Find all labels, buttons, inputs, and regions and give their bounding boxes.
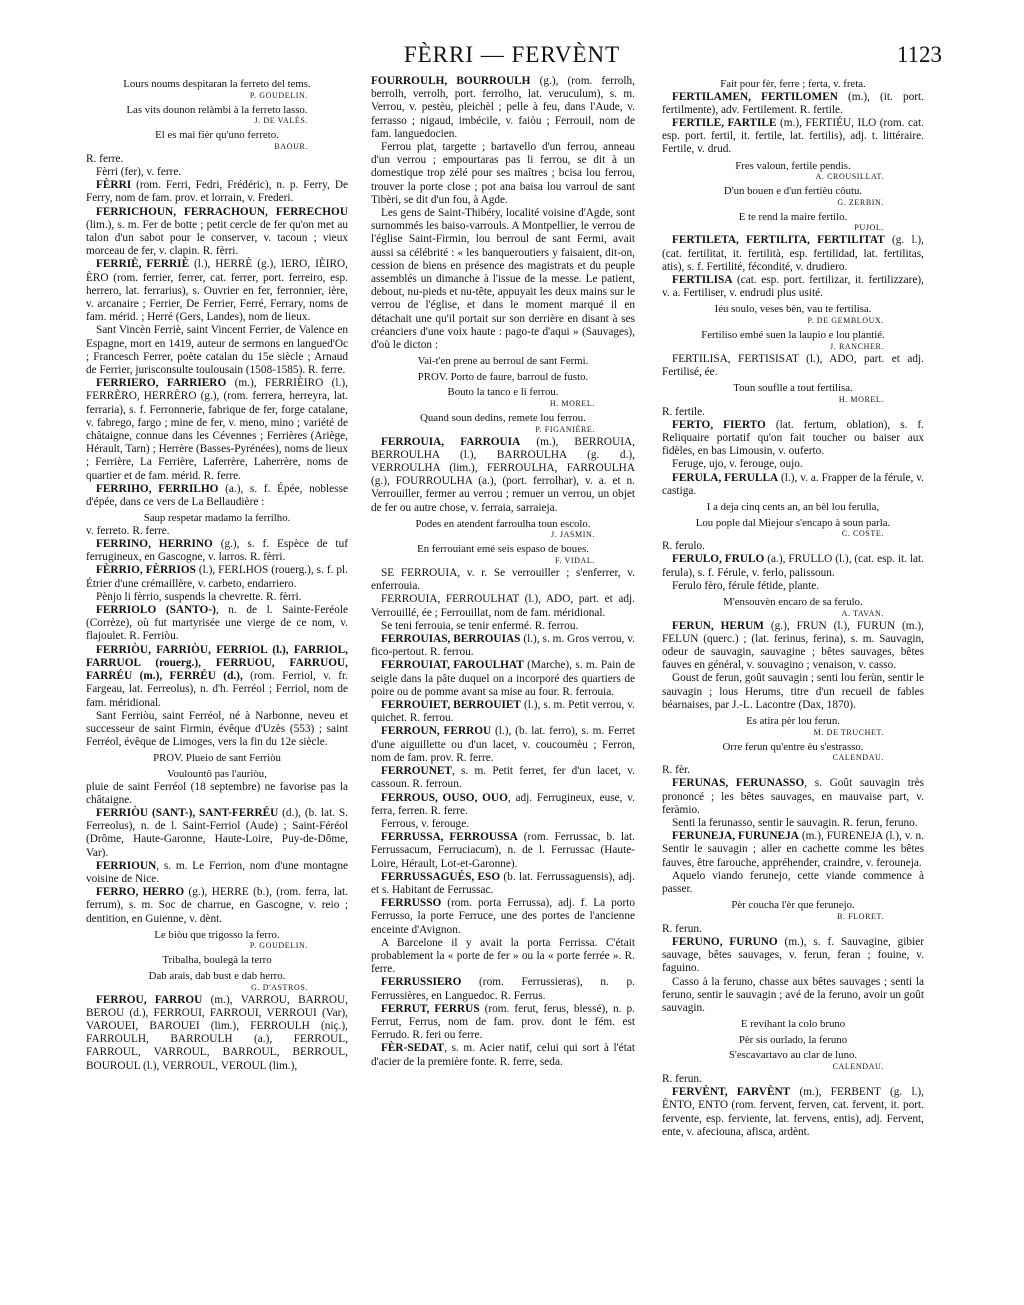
quotation-line: Es atira pèr lou ferun. xyxy=(746,715,840,728)
entry-text: (rom. Ferriol, v. fr. Fargeau, lat. Ferreolus), n. d'h. Ferréol ; Ferriol, nom de fam. méridional. xyxy=(86,670,348,709)
column-right xyxy=(662,75,924,1275)
dictionary-entry: A Barcelone il y avait la porta Ferrissa. C'était probablement la « porte de fer » ou la « porte ferrée ». R. ferre. xyxy=(371,936,635,976)
dictionary-entry: R. ferun. xyxy=(662,922,702,935)
entry-headword: FERUNO, FURUNO xyxy=(672,936,778,949)
dictionary-entry xyxy=(371,699,635,725)
entry-headword: FOURROULH, BOURROULH xyxy=(371,75,531,87)
dictionary-entry xyxy=(371,831,635,871)
dictionary-entry: Fèrri (fer), v. ferre. xyxy=(96,165,182,178)
dictionary-entry xyxy=(371,436,635,515)
dictionary-entry: Feruge, ujo, v. ferouge, oujo. xyxy=(672,458,803,471)
dictionary-entry xyxy=(86,807,348,860)
entry-text: (l.), s. m. Gros verrou, v. fico-pertout. R. ferrou. xyxy=(371,633,635,659)
entry-headword: FERRUSSA, FERROUSSA xyxy=(381,831,518,844)
entry-headword: FERUN, HERUM xyxy=(672,619,764,632)
entry-text: (m.), FERTIÉU, ILO (rom. cat. esp. port. fertil, it. fertile, lat. fertilis), adj. t. littéraire. Fertile, v. drud. xyxy=(662,117,924,156)
entry-text: (Marche), s. m. Pain de seigle dans la pâte duquel on a incorporé des quartiers de poire ou de pomme avant sa mise au four. R. ferrouia. xyxy=(371,659,635,698)
quotation-line: Quand soun dedins, remete lou ferrou. xyxy=(420,412,586,425)
dictionary-entry xyxy=(371,633,635,659)
dictionary-entry xyxy=(86,258,348,324)
entry-text: , s. m. Le Ferrion, nom d'une montagne voisine de Nice. xyxy=(86,859,348,885)
quotation-line: M'ensouvèn encaro de sa ferulo. xyxy=(723,596,863,609)
entry-headword: FÈR-SEDAT xyxy=(381,1042,445,1055)
entry-headword: FERRUSSAGUÉS, ESO xyxy=(381,870,501,883)
quotation-line: Toun souflle a tout fertilisa. xyxy=(733,382,853,394)
entry-headword: FERRIOUN xyxy=(96,859,157,872)
entry-headword: FERULA, FERULLA xyxy=(672,471,779,484)
dictionary-entry: SE FERROUIA, v. r. Se verrouiller ; s'enferrer, v. enferrouia. xyxy=(371,567,635,593)
entry-headword: FERTILISA xyxy=(672,274,733,286)
quotation-author: J. JASMIN. xyxy=(550,530,595,540)
dictionary-entry: R. ferulo. xyxy=(662,540,705,553)
quotation-line: Voulountô pas l'auriòu, xyxy=(167,767,267,780)
entry-text: (lat. fertum, oblation), s. f. Reliquaire portatif qu'on fait toucher ou baiser aux fidèles, en bas Limousin, v. ouferto. xyxy=(662,418,924,458)
entry-text: , n. de l. Sainte-Feréole (Corrèze), où fut martyrisée une vierge de ce nom, v. flajoulet. R. Ferriòu. xyxy=(86,604,348,643)
dictionary-entry: Les gens de Saint-Thibéry, localité voisine d'Agde, sont surnommés les baiso-varrouls. A Montpellier, le verrou de l'église Saint-Firmin, lou berroul de sant Fermi, avait aussi sa célébrité : « les banqueroutiers y faisaient, dit-on, cession de biens en présence des magistrats et du peuple assemblés un dimanche à l'issue de la messe. Le patient, debout, nu-pieds et nu-tête, appuyait les deux mains sur le verrou de l'église, et dans le moment marqué il en détachait une qu'il portait sur son derrière en disant à ses créanciers d'une voix haute : pago-te d'aqui » (Sauvages), d'où le dicton : xyxy=(371,207,635,352)
quotation-author: B. FLORET. xyxy=(837,911,884,921)
dictionary-entry xyxy=(371,725,635,765)
entry-headword: FERRIÒU (SANT-), SANT-FERRÉU xyxy=(96,806,279,819)
dictionary-entry: Sant Vincèn Ferriè, saint Vincent Ferrier, de Valence en Espagne, mort en 1419, auteur de sermons en langued'Oc ; Francesch Ferrer, poète catalan du 15e siècle ; Arnaud de Ferrier, jurisconsulte toulousain (1508-1585). R. ferre. xyxy=(86,324,348,377)
quotation-author: H. MOREL. xyxy=(838,394,884,404)
entry-text: (a.), s. f. Épée, noblesse d'épée, dans ce vers de La Bellaudière : xyxy=(86,482,348,509)
page-number: 1123 xyxy=(896,42,942,67)
dictionary-entry xyxy=(662,1086,924,1139)
entry-text: (rom. Ferrussac, b. lat. Ferrussacum, Ferruciacum), n. de l. Ferrussac (Haute-Loire, Hérault, Lot-et-Garonne). xyxy=(371,831,635,870)
dictionary-entry: FERTILISA, FERTISISAT (l.), ADO, part. et adj. Fertilisé, ée. xyxy=(662,352,924,378)
entry-text: (m.), FERBENT (g. l.), ÈNTO, ENTO (rom. fervent, ferven, cat. fervent, it. port. fervente, esp. ferviente, lat. fervens, entis), adj. Fervent, ente, v. afeciouna, afisca, ardènt. xyxy=(662,1086,924,1138)
entry-headword: FERROUN, FERROU xyxy=(381,725,492,738)
entry-headword: FÈRRIO, FÈRRIOS xyxy=(96,564,196,577)
entry-text: (m.), FERRIÈIRO (l.), FERRÈRO, HERRÈRO (g.), (rom. ferrera, herreyra, lat. ferraria), s. f. Ferronnerie, fabrique de fer, forge catalane, v. fabrego, fargo ; mine de fer, v. meno, mino ; variété de châtaigne, connue dans les Cévennes ; Ferrières (Ariège, Hérault, Tarn) ; Herrère (Basses-Pyrénées), noms de lieux ; Ferrière, La Ferrière, Laferrère, Laherrère, noms de quartier et de fam. mérid. R. ferre. xyxy=(86,377,348,482)
entry-headword: FERRUSSO xyxy=(381,897,442,910)
quotation-line: El es mai fièr qu'uno ferreto. xyxy=(155,129,279,142)
entry-headword: FERROU, FARROU xyxy=(96,993,203,1006)
entry-text: (rom. ferut, ferus, blessé), n. p. Ferrut, Ferrus, nom de fam. prov. dont le fém. est Ferrudo. R. feri ou ferre. xyxy=(371,1002,635,1042)
entry-headword: FERTILE, FARTILE xyxy=(672,117,777,129)
quotation-line: Le biòu que trigosso la ferro. xyxy=(154,928,280,941)
entry-headword: FERRIÒU, FARRIÒU, FERRIOL (l.), FARRIOL, FARRUOL (rouerg.), FERRUOU, FARRUOU, FARRÉU (m.), FERRÉU (d.), xyxy=(86,643,348,683)
entry-text: (l.), HERRÈ (g.), IERO, IÈIRO, ÈRO (rom. ferrier, ferrer, cat. ferrer, port. ferreiro, esp. herrero, lat. ferrarius), s. Ouvrier en fer, ferronnier, ière, v. arcanaire ; Ferrier, De Ferrier, Ferré, Ferrary, noms de fam. mérid. ; Herré (Gers, Landes), nom de lieux. xyxy=(86,258,348,324)
entry-headword: FERRUT, FERRUS xyxy=(381,1002,480,1015)
dictionary-entry: Pènjo li fèrrio, suspends la chevrette. R. fèrri. xyxy=(96,590,302,603)
dictionary-entry xyxy=(662,620,924,673)
quotation-line: Iéu soulo, veses bèn, vau te fertilisa. xyxy=(714,303,872,316)
entry-headword: FERTILETA, FERTILITA, FERTILITAT xyxy=(672,234,885,247)
quotation-author: G. ZERBIN. xyxy=(837,197,884,207)
entry-text: (d.), (b. lat. S. Ferreolus), n. de l. Saint-Ferriol (Aude) ; Saint-Féréol (Drôme, Haute-Garonne, Haute-Loire, Puy-de-Dôme, Var). xyxy=(86,806,348,859)
entry-headword: FERRUSSIERO xyxy=(381,976,462,989)
dictionary-entry: Aquelo viando ferunejo, cette viande commence à passer. xyxy=(662,869,924,896)
quotation-line: Dab arais, dab bust e dab herro. xyxy=(148,969,286,982)
dictionary-entry: Se teni ferrouia, se tenir enfermé. R. ferrou. xyxy=(381,619,579,632)
quotation-line: Lou pople dal Miejour s'encapo à soun parla. xyxy=(695,516,891,529)
dictionary-entry: FERROUIA, FERROULHAT (l.), ADO, part. et adj. Verrouillé, ée ; Ferrouillat, nom de fam. méridional. xyxy=(371,593,635,619)
quotation-author: G. D'ASTROS. xyxy=(251,982,308,992)
quotation-line: Las vits dounon relàmbi à la ferreto lasso. xyxy=(126,103,308,116)
entry-headword: FERRO, HERRO xyxy=(96,886,185,899)
entry-text: (rom. Ferri, Fedri, Frédéric), n. p. Ferry, De Ferry, nom de fam. prov. et lorrain, v. Frederi. xyxy=(86,179,348,205)
entry-headword: FERTO, FIERTO xyxy=(672,418,766,431)
dictionary-entry xyxy=(86,860,348,886)
entry-text: , s. Goût sauvagin très prononcé ; les bêtes sauvages, en mauvaise part, v. feràmio. xyxy=(662,777,924,816)
quotation-author: J. RANCHER. xyxy=(830,341,884,351)
quotation-author: P. GOUDELIN. xyxy=(249,941,308,951)
dictionary-entry xyxy=(86,994,348,1073)
dictionary-entry xyxy=(662,472,924,498)
entry-text: (rom. porta Ferrussa), adj. f. La porto Ferrusso, la porte Ferruce, une des portes de l'ancienne enceinte d'Avignon. xyxy=(371,897,635,936)
entry-headword: FERUNEJA, FURUNEJA xyxy=(672,830,799,843)
dictionary-entry xyxy=(86,564,348,590)
dictionary-entry xyxy=(371,792,635,818)
quotation-line: Fres valoun, fertile pendis. xyxy=(735,159,851,172)
page-header xyxy=(0,42,1024,68)
quotation-line: En ferrouiant emé seis espaso de boues. xyxy=(417,543,589,556)
dictionary-entry: R. ferun. xyxy=(662,1073,702,1086)
entry-text: (a.), FRULLO (l.), (cat. esp. it. lat. ferula), s. f. Férule, v. ferlo, palissoun. xyxy=(662,553,924,579)
dictionary-entry: pluie de saint Ferréol (18 septembre) ne favorise pas la châtaigne. xyxy=(86,780,348,806)
entry-headword: FERRIOLO (SANTO-) xyxy=(96,604,216,617)
dictionary-entry: Ferrous, v. ferouge. xyxy=(381,817,470,830)
dictionary-entry: Casso à la feruno, chasse aux bêtes sauvages ; senti la feruno, sentir le sauvagin ; avé de la feruno, avoir un goût sauvagin. xyxy=(662,975,924,1015)
quotation-line: S'escavartavo au clar de luno. xyxy=(728,1049,858,1062)
entry-headword: FERRICHOUN, FERRACHOUN, FERRECHOU xyxy=(96,205,348,218)
dictionary-entry xyxy=(86,886,348,926)
quotation-line: Saup respetar madamo la ferrilho. xyxy=(143,512,291,525)
quotation-line: I a deja cinq cents an, an bèl lou ferulla, xyxy=(706,501,880,514)
dictionary-entry: Senti la ferunasso, sentir le sauvagin. R. ferun, feruno. xyxy=(672,817,918,830)
quotation-author: F. VIDAL. xyxy=(555,556,595,566)
dictionary-entry xyxy=(371,976,635,1002)
dictionary-entry xyxy=(86,604,348,644)
column-left xyxy=(86,75,348,1275)
dictionary-entry xyxy=(662,936,924,976)
entry-text: , s. m. Acier natif, celui qui sort à l'état d'acier de la première fonte. R. ferre, seda. xyxy=(371,1042,635,1068)
quotation-author: P. GOUDELIN. xyxy=(249,90,308,100)
entry-text: (l.), v. a. Frapper de la férule, v. castiga. xyxy=(662,471,924,497)
running-title: FÈRRI — FERVÈNT xyxy=(403,42,621,67)
entry-headword: FERUNAS, FERUNASSO xyxy=(672,777,805,790)
dictionary-entry xyxy=(662,274,924,300)
dictionary-entry xyxy=(662,830,924,870)
column-middle xyxy=(371,75,635,1275)
dictionary-entry xyxy=(371,659,635,699)
entry-headword: FERRIERO, FARRIERO xyxy=(96,377,227,390)
quotation-author: CALENDAU. xyxy=(832,753,884,763)
entry-text: (b. lat. Ferrussaguensis), adj. et s. Habitant de Ferrussac. xyxy=(371,870,635,896)
entry-headword: FERVÈNT, FARVÈNT xyxy=(672,1086,791,1099)
entry-headword: FERRIHO, FERRILHO xyxy=(96,482,219,495)
entry-text: (m.), s. f. Sauvagine, gibier sauvage, bêtes sauvages, v. ferun, feran ; fouine, v. faguino. xyxy=(662,936,924,975)
entry-headword: FERROUNET xyxy=(381,765,452,778)
entry-text: (rom. Ferrussieras), n. p. Ferrussières, en Languedoc. R. Ferrus. xyxy=(371,976,635,1002)
quotation-author: J. DE VALÈS. xyxy=(254,116,308,126)
entry-text: (g.), s. f. Espèce de tuf ferrugineux, en Gascogne, v. larros. R. fèrri. xyxy=(86,538,348,564)
quotation-line: Fertiliso embé suen la laupio e lou plantié. xyxy=(701,329,885,341)
entry-text: (g.), HERRE (b.), (rom. ferra, lat. ferrum), s. m. Soc de charrue, en Gascogne, v. reio ; dentition, en Guienne, v. dènt. xyxy=(86,886,348,925)
entry-headword: FERRINO, HERRINO xyxy=(96,538,213,551)
entry-text: , s. m. Petit ferret, fer d'un lacet, v. cassoun. R. ferroun. xyxy=(371,765,635,791)
quotation-line: Lours noums despitaran la ferreto del tems. xyxy=(123,78,311,90)
entry-text: (lim.), s. m. Fer de botte ; petit cercle de fer qu'on met au talon d'un sabot pour le conserver, v. tacoun ; vieux morceau de fer, v. clapin. R. fèrri. xyxy=(86,218,348,258)
quotation-line: E te rend la maire fertilo. xyxy=(738,210,848,223)
quotation-line: D'un bouen e d'un fertièu côutu. xyxy=(723,185,863,198)
quotation-line: Pèr coucha l'èr que ferunejo. xyxy=(731,899,855,912)
entry-text: (cat. esp. port. fertilizar, it. fertilizzare), v. a. Fertiliser, v. endrudi plus usité. xyxy=(662,274,924,300)
quotation-author: P. DE GEMBLOUX. xyxy=(807,316,884,325)
entry-text: (g. l.), (cat. fertilitat, it. fertilità, esp. fertilidad, lat. fertilitas, atis), s. f. Fertilité, fécondité, v. drudiero. xyxy=(662,234,924,273)
dictionary-entry xyxy=(86,179,348,205)
dictionary-entry xyxy=(86,483,348,509)
quotation-author: BAOUR. xyxy=(274,141,308,151)
dictionary-entry xyxy=(86,644,348,710)
dictionary-entry xyxy=(662,117,924,157)
entry-headword: FERROUIAS, BERROUIAS xyxy=(381,633,521,646)
dictionary-entry: Goust de ferun, goût sauvagin ; senti lou ferùn, sentir le sauvagin ; lous Herums, titre d'un recueil de fables béarnaises, par J.-L. Lacontre (Dax, 1870). xyxy=(662,672,924,711)
entry-headword: FÈRRI xyxy=(96,179,132,192)
dictionary-entry xyxy=(86,377,348,483)
entry-text: (g.), (rom. ferrolh, berrolh, verrolh, port. ferrolho, lat. veruculum), s. m. Verrou, v. pestèu, pleichèl ; pelle à feu, dans l'Aude, v. ferrasso ; nigaud, imbécile, v. faiòu ; Ferrouil, nom de fam. languedocien. xyxy=(371,75,635,140)
entry-headword: FERTILAMEN, FERTILOMEN xyxy=(672,90,838,103)
quotation-line: Tribalha, boulegà la terro xyxy=(162,954,272,967)
dictionary-entry: R. fèr. xyxy=(662,764,690,777)
quotation-line: E revihant la colo bruno xyxy=(740,1018,846,1031)
quotation-line: Fait pour fèr, ferre ; ferta, v. freta. xyxy=(720,78,866,90)
dictionary-entry xyxy=(371,75,635,141)
dictionary-entry xyxy=(371,1003,635,1043)
entry-headword: FERROUIAT, FAROULHAT xyxy=(381,659,524,672)
dictionary-entry xyxy=(371,897,635,937)
quotation-author: A. TAVAN. xyxy=(841,608,884,618)
dictionary-entry xyxy=(86,206,348,259)
dictionary-entry: Ferulo fèro, férule fétide, plante. xyxy=(672,579,820,592)
entry-text: (l.), FERLHOS (rouerg.), s. f. pl. Étrier d'une crémaillère, v. carbeto, endarriero. xyxy=(86,564,348,590)
quotation-author: CALENDAU. xyxy=(832,1062,884,1072)
dictionary-entry xyxy=(662,91,924,117)
entry-headword: FERULO, FRULO xyxy=(672,553,765,566)
quotation-author: M. DE TRUCHET. xyxy=(813,727,884,737)
dictionary-entry xyxy=(371,871,635,897)
quotation-line: Vai-t'en prene au berroul de sant Fermi. xyxy=(417,355,589,368)
quotation-author: C. COSTE. xyxy=(841,529,884,539)
dictionary-entry xyxy=(662,419,924,459)
quotation-author: A. CROUSILLAT. xyxy=(815,172,884,182)
quotation-line: Orre ferun qu'entre èu s'estrasso. xyxy=(722,740,864,753)
dictionary-entry: Sant Ferriòu, saint Ferréol, né à Narbonne, neveu et successeur de saint Firmin, évêque d'Uzès (553) ; saint Ferréol, évêque de Limoges, vers la fin du 12e siècle. xyxy=(86,709,348,749)
dictionary-entry xyxy=(662,777,924,817)
entry-text: (l.), s. m. Petit verrou, v. quichet. R. ferrou. xyxy=(371,699,635,725)
quotation-line: Bouto la tanco e li ferrou. xyxy=(447,386,559,399)
entry-headword: FERROUS, OUSO, OUO xyxy=(381,791,508,804)
quotation-author: H. MOREL. xyxy=(549,399,595,409)
quotation-line: PROV. Plueio de sant Ferriòu xyxy=(153,752,281,765)
dictionary-entry xyxy=(371,765,635,791)
entry-text: (m.), BERROUIA, BERROULHA (l.), BARROULHA (g. d.), VERROULHA (lim.), FERROULHA, FARROULHA (g.), FOURROULHA (a.), (port. ferrolhar), v. a. et n. Verrouiller, fermer au verrou ; remuer un verrou, un objet de fer ou autre chose, v. ferraia, sarraieja. xyxy=(371,435,635,514)
dictionary-entry: Ferrou plat, targette ; bartavello d'un ferrou, anneau d'un verrou ; empourtaras pas li ferrou, se dit à un domestique trop zélé pour ses maîtres ; bcisa lou ferrou, trouver la porte close ; pot ana baisa lou varroul de sant Tibèri, se dit d'un fou, à Agde. xyxy=(371,141,635,206)
quotation-author: PUJOL. xyxy=(854,223,884,233)
entry-text: (m.), VARROU, BARROU, BEROU (d.), FERROUI, FARROUI, VERROUI (Var), VAROUEI, BAROUEI (lim.), FERROULH (niç.), FARROULH, BARROULH (a.), FERROUL, FARROUL, VARROUL, BARROUL, BERROUL, BOUROUL (l.), VERROUL, VEROUL (lim.), xyxy=(86,993,348,1072)
entry-headword: FERROUIET, BERROUIET xyxy=(381,699,521,712)
entry-text: (l.), (b. lat. ferro), s. m. Ferret d'une aiguillette ou d'un lacet, v. coucoumèu ; Ferron, nom de fam. prov. R. ferre. xyxy=(371,725,635,764)
quotation-line: Pèr sis ourlado, la feruno xyxy=(738,1033,848,1046)
entry-headword: FERROUIA, FARROUIA xyxy=(381,435,521,448)
quotation-author: P. FIGANIÈRE. xyxy=(535,424,595,434)
entry-headword: FERRIÈ, FERRIÈ xyxy=(96,258,190,271)
dictionary-entry xyxy=(662,553,924,579)
quotation-line: Podes en atendent farroulha toun escolo. xyxy=(415,517,591,530)
entry-text: (g.), FRUN (l.), FURUN (m.), FELUN (querc.) ; (lat. ferinus, ferina), s. m. Sauvagin, odeur de sauvagin, sauvagine ; bêtes sauvages, bêtes fauves en général, v. souvagino ; venaison, v. casso. xyxy=(662,619,924,672)
quotation-line: PROV. Porto de faure, barroul de fusto. xyxy=(417,370,589,383)
dictionary-entry: R. fertile. xyxy=(662,405,705,418)
entry-text: (m.), FURENEJA (l.), v. n. Sentir le sauvagin ; aller en cachette comme les bêtes fauves, être farouche, appréhender, craindre, v. ferouneja. xyxy=(662,830,924,869)
dictionary-entry xyxy=(371,1042,635,1068)
dictionary-entry: R. ferre. xyxy=(86,152,124,165)
entry-text: (m.), (it. port. fertilmente), adv. Fertilement. R. fertile. xyxy=(662,90,924,116)
dictionary-entry xyxy=(86,538,348,564)
entry-text: , adj. Ferrugineux, euse, v. ferra, ferren. R. ferre. xyxy=(371,791,635,817)
dictionary-entry: v. ferreto. R. ferre. xyxy=(86,524,170,537)
dictionary-entry xyxy=(662,234,924,274)
